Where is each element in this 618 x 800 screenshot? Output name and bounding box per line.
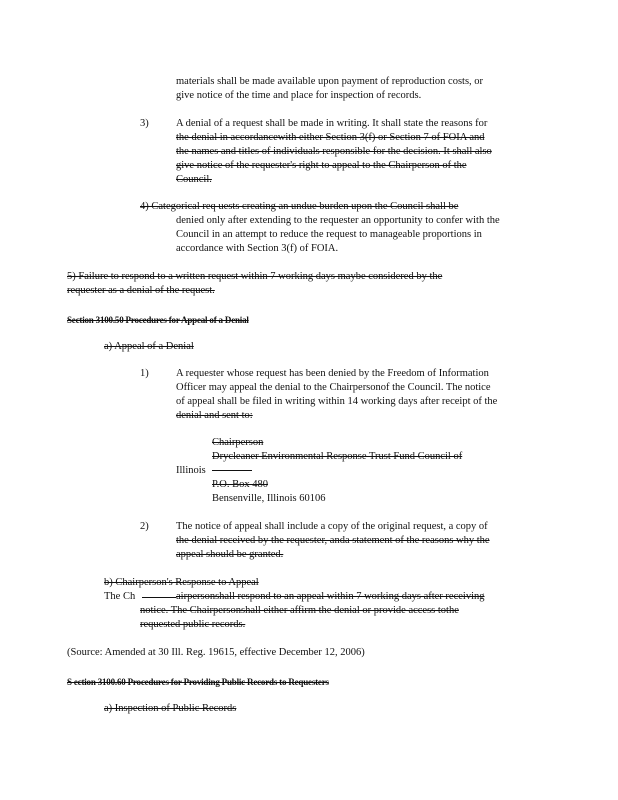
chair-response-gap-rule [142, 597, 176, 598]
item-3-line-5: Council. [176, 174, 212, 185]
address-line-illinois: Illinois [176, 465, 206, 476]
section-3100-50-heading: Section 3100.50 Procedures for Appeal of a Denial [67, 315, 249, 325]
item-3-line-4: give notice of the requester's right to appeal to the Chairperson of the [176, 160, 467, 171]
item-4-line-3: accordance with Section 3(f) of FOIA. [176, 243, 339, 254]
appeal-item-2-line-1: The notice of appeal shall include a copy of the original request, a copy of [176, 521, 488, 532]
item-4-lead: 4) Categorical req uests creating an undue burden upon the Council shall be [140, 201, 459, 212]
item-5-line-1: 5) Failure to respond to a written request within 7 working days maybe considered by the [67, 271, 443, 282]
appeal-item-1-line-1: A requester whose request has been denied by the Freedom of Information [176, 368, 489, 379]
source-note: (Source: Amended at 30 Ill. Reg. 19615, effective December 12, 2006) [67, 647, 365, 658]
chair-response-line-1b: airpersonshall respond to an appeal within 7 working days after receiving [176, 591, 485, 602]
appeal-heading: a) Appeal of a Denial [104, 341, 194, 352]
item-5-line-2: requester as a denial of the request. [67, 285, 215, 296]
item-4-line-2: Council in an attempt to reduce the request to manageable proportions in [176, 229, 482, 240]
address-line-po-box: P.O. Box 480 [212, 479, 269, 490]
address-line-city: Bensenville, Illinois 60106 [212, 493, 326, 504]
intro-line-2: give notice of the time and place for inspection of records. [176, 90, 422, 101]
chair-response-line-3: requested public records. [140, 619, 246, 630]
address-line-council: Drycleaner Environmental Response Trust Fund Council of [212, 451, 463, 462]
address-line-chairperson: Chairperson [212, 437, 264, 448]
intro-line-1: materials shall be made available upon payment of reproduction costs, or [176, 76, 484, 87]
item-3-line-1: A denial of a request shall be made in writing. It shall state the reasons for [176, 118, 488, 129]
inspection-heading: a) Inspection of Public Records [104, 703, 237, 714]
item-3-line-3: the names and titles of individuals responsible for the decision. It shall also [176, 146, 492, 157]
section-3100-60-heading: S ection 3100.60 Procedures for Providing Public Records to Requesters [67, 677, 329, 687]
item-3-line-2: the denial in accordancewith either Section 3(f) or Section 7 of FOIA and [176, 132, 485, 143]
appeal-item-2-line-2: the denial received by the requester, anda statement of the reasons why the [176, 535, 490, 546]
item-4-line-1: denied only after extending to the requester an opportunity to confer with the [176, 215, 500, 226]
appeal-item-1-line-2: Officer may appeal the denial to the Chairpersonof the Council. The notice [176, 382, 491, 393]
appeal-item-1-line-4: denial and sent to: [176, 410, 253, 421]
appeal-item-2-line-3: appeal should be granted. [176, 549, 284, 560]
address-illinois-rule [212, 470, 252, 471]
item-3-number: 3) [140, 118, 149, 129]
appeal-item-1-number: 1) [140, 368, 149, 379]
chair-response-heading: b) Chairperson's Response to Appeal [104, 577, 259, 588]
chair-response-line-2: notice. The Chairpersonshall either affirm the denial or provide access tothe [140, 605, 459, 616]
appeal-item-1-line-3: of appeal shall be filed in writing within 14 working days after receipt of the [176, 396, 498, 407]
appeal-item-2-number: 2) [140, 521, 149, 532]
chair-response-line-1a: The Ch [104, 591, 136, 602]
